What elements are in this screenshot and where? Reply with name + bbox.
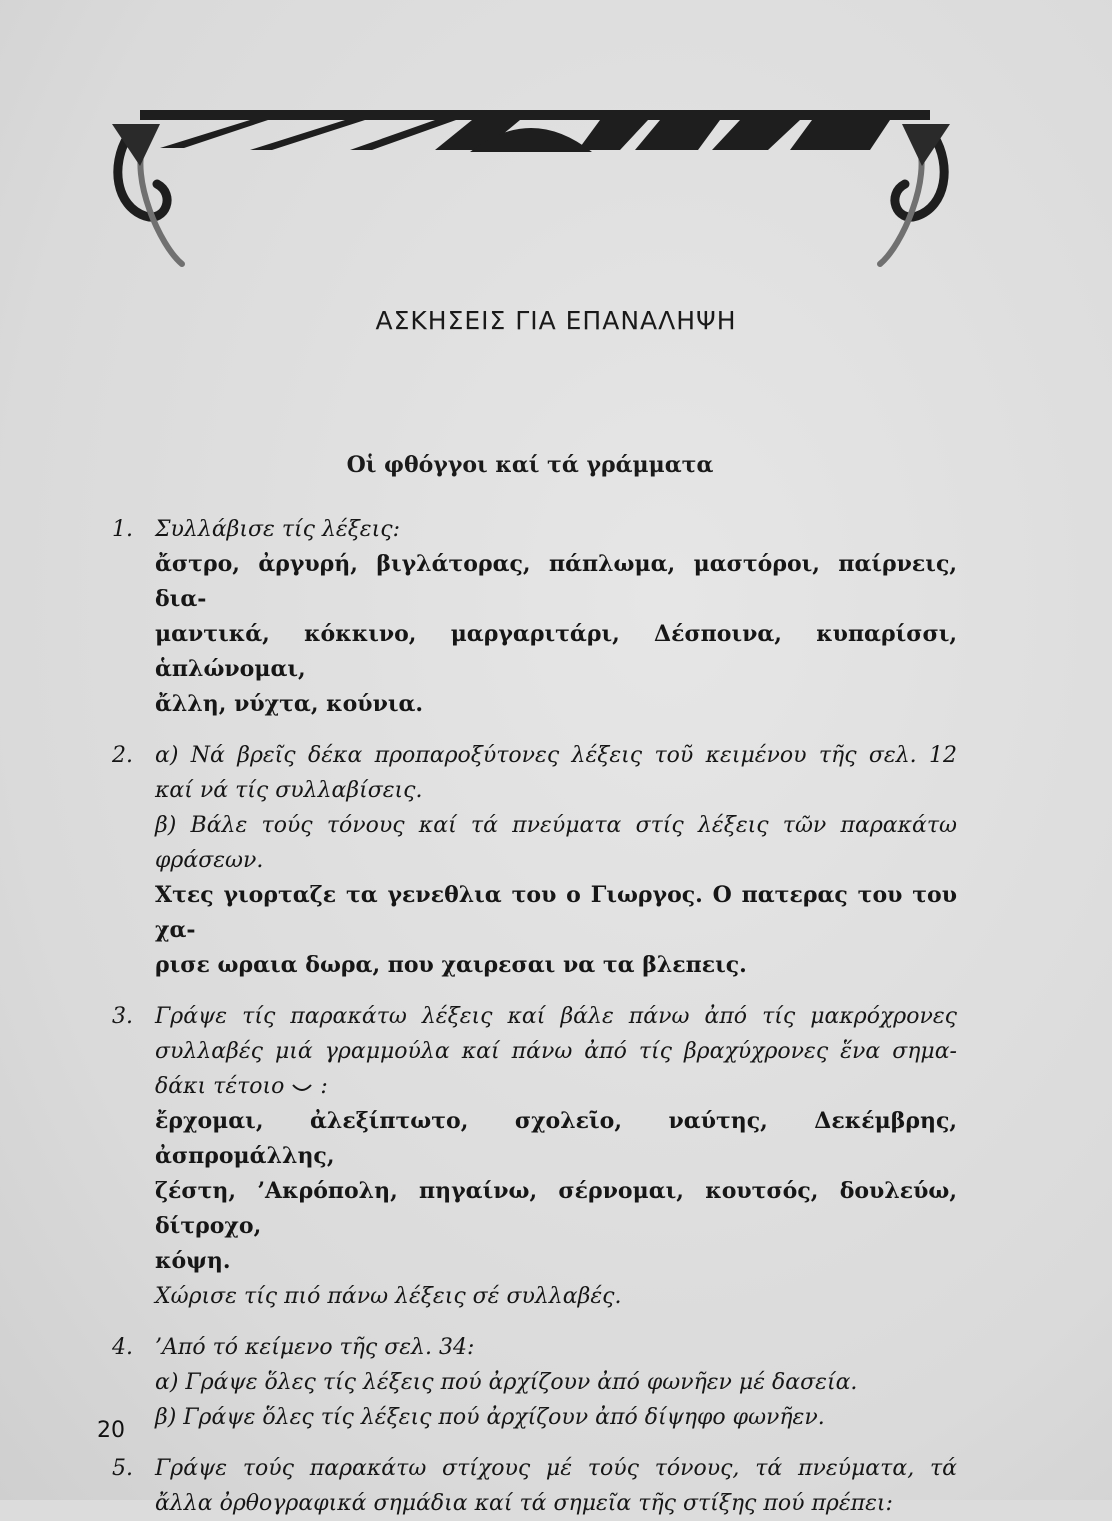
instruction-line: Γράψε τούς παρακάτω στίχους μέ τούς τόνους, τά πνεύματα, τά (155, 1456, 957, 1481)
exercise-part-b: β) Γράψε ὅλες τίς λέξεις πού ἀρχίζουν ἀπό δίψηφο φωνῆεν. (155, 1405, 825, 1430)
exercise-part-a (155, 738, 957, 808)
exercise-number: 2. (112, 743, 133, 768)
exercise-part-b (155, 808, 957, 878)
exercise-3 (112, 999, 957, 1314)
instruction-line: β) Βάλε τούς τόνους καί τά πνεύματα στίς λέξεις τῶν παρακάτω (155, 813, 957, 838)
word-line: ἄστρο, ἀργυρή, βιγλάτορας, πάπλωμα, μαστόροι, παίρνεις, δια- (155, 551, 957, 612)
word-line: ζέστη, ’Ακρόπολη, πηγαίνω, σέρνομαι, κουτσός, δουλεύω, δίτροχο, (155, 1178, 957, 1239)
exercise-number: 4. (112, 1335, 133, 1360)
exercise-part-a: α) Γράψε ὅλες τίς λέξεις πού ἀρχίζουν ἀπό φωνῆεν μέ δασεία. (155, 1370, 858, 1395)
followup-instruction: Χώρισε τίς πιό πάνω λέξεις σέ συλλαβές. (155, 1284, 622, 1309)
word-line: ἄλλη, νύχτα, κούνια. (155, 691, 424, 717)
exercise-5 (112, 1451, 957, 1521)
ornamental-headpiece (100, 96, 962, 268)
exercise-1 (112, 512, 957, 722)
page-number: 20 (97, 1418, 125, 1443)
instruction-line (155, 1069, 957, 1104)
instruction-colon: : (320, 1074, 328, 1099)
instruction-line: Γράψε τίς παρακάτω λέξεις καί βάλε πάνω ἀπό τίς μακρόχρονες (155, 1004, 957, 1029)
sentence-line: Χτες γιορταζε τα γενεθλια του ο Γιωργος. Ο πατερας του του χα- (155, 882, 957, 943)
exercise-number: 3. (112, 1004, 133, 1029)
instruction-line: α) Νά βρεῖς δέκα προπαροξύτονες λέξεις τοῦ κειμένου τῆς σελ. 12 (155, 743, 957, 768)
instruction-line: συλλαβές μιά γραμμούλα καί πάνω ἀπό τίς βραχύχρονες ἕνα σημα- (155, 1039, 957, 1064)
exercise-number: 5. (112, 1456, 133, 1481)
word-line: κόψη. (155, 1248, 231, 1274)
breve-mark-icon (291, 1082, 313, 1094)
exercise-number: 1. (112, 517, 133, 542)
exercise-list (112, 512, 957, 1521)
sentence-line: ρισε ωραια δωρα, που χαιρεσαι να τα βλεπεις. (155, 952, 747, 978)
exercise-2 (112, 738, 957, 983)
instruction-line: ἄλλα ὀρθογραφικά σημάδια καί τά σημεῖα τῆς στίξης πού πρέπει: (155, 1491, 893, 1516)
page-title: ΑΣΚΗΣΕΙΣ ΓΙΑ ΕΠΑΝΑΛΗΨΗ (375, 306, 737, 335)
exercise-instruction: ’Από τό κείμενο τῆς σελ. 34: (155, 1335, 475, 1360)
exercise-instruction: Συλλάβισε τίς λέξεις: (155, 517, 400, 542)
instruction-text: δάκι τέτοιο (155, 1074, 285, 1099)
instruction-line: φράσεων. (155, 848, 264, 873)
exercise-4 (112, 1330, 957, 1435)
word-line: ἔρχομαι, ἀλεξίπτωτο, σχολεῖο, ναύτης, Δεκέμβρης, ἀσπρομάλλης, (155, 1108, 957, 1169)
word-line: μαντικά, κόκκινο, μαργαριτάρι, Δέσποινα, κυπαρίσσι, ἁπλώνομαι, (155, 621, 957, 682)
instruction-line: καί νά τίς συλλαβίσεις. (155, 778, 423, 803)
section-subtitle: Οἱ φθόγγοι καί τά γράμματα (346, 452, 714, 478)
